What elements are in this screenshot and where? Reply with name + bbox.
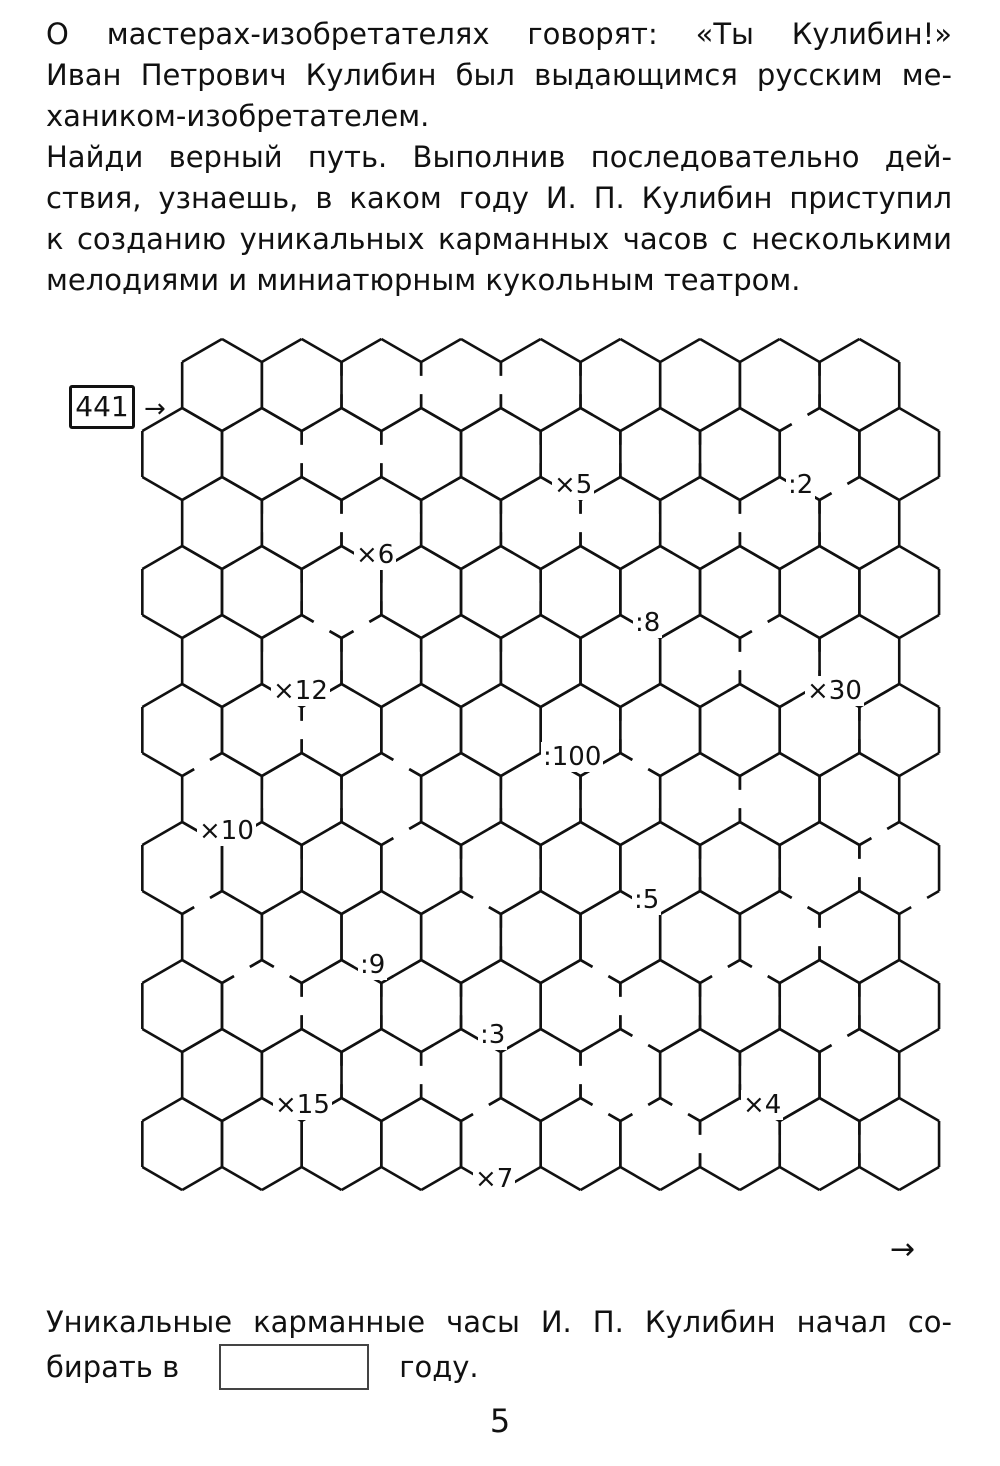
- maze-wall: [859, 891, 899, 914]
- maze-wall: [899, 753, 939, 776]
- maze-wall: [461, 546, 501, 569]
- operation-label: ×7: [475, 1164, 514, 1194]
- maze-wall: [820, 615, 860, 638]
- maze-wall: [342, 1098, 382, 1121]
- answer-text-after: году.: [399, 1350, 479, 1384]
- maze-wall: [740, 477, 780, 500]
- maze-wall: [142, 753, 182, 776]
- maze-wall: [660, 891, 700, 914]
- task-text: [46, 14, 952, 301]
- maze-wall: [501, 891, 541, 914]
- maze-wall: [381, 960, 421, 983]
- maze-wall: [421, 822, 461, 845]
- maze-wall: [780, 891, 820, 914]
- maze-wall: [820, 339, 860, 362]
- maze-wall: [461, 753, 501, 776]
- maze-wall: [262, 822, 302, 845]
- maze-wall: [899, 477, 939, 500]
- instruction-line: Найди верный путь. Выполнив последовательно дей-: [46, 140, 952, 174]
- maze-wall: [381, 1029, 421, 1052]
- maze-wall: [740, 615, 780, 638]
- maze-wall: [421, 960, 461, 983]
- maze-wall: [421, 408, 461, 431]
- maze-wall: [381, 822, 421, 845]
- maze-wall: [780, 339, 820, 362]
- maze-wall: [381, 1167, 421, 1190]
- operation-label: ×10: [199, 816, 254, 846]
- maze-wall: [740, 408, 780, 431]
- maze-wall: [780, 546, 820, 569]
- maze-wall: [899, 615, 939, 638]
- maze-wall: [461, 408, 501, 431]
- answer-sentence: [46, 1300, 952, 1390]
- maze-wall: [302, 615, 342, 638]
- maze-wall: [421, 891, 461, 914]
- maze-wall: [262, 753, 302, 776]
- maze-wall: [541, 339, 581, 362]
- maze-wall: [142, 960, 182, 983]
- maze-wall: [381, 615, 421, 638]
- maze-wall: [700, 546, 740, 569]
- maze-wall: [342, 891, 382, 914]
- maze-wall: [899, 1098, 939, 1121]
- maze-wall: [899, 960, 939, 983]
- maze-wall: [660, 477, 700, 500]
- maze-wall: [421, 684, 461, 707]
- maze-wall: [222, 891, 262, 914]
- maze-wall: [541, 1167, 581, 1190]
- maze-wall: [182, 753, 222, 776]
- maze-wall: [620, 684, 660, 707]
- maze-wall: [222, 1029, 262, 1052]
- instruction-line: ствия, узнаешь, в каком году И. П. Кулибин приступил: [46, 181, 952, 215]
- maze-wall: [700, 960, 740, 983]
- maze-wall: [421, 753, 461, 776]
- maze-wall: [740, 546, 780, 569]
- maze-wall: [182, 546, 222, 569]
- maze-wall: [262, 477, 302, 500]
- operation-label: :9: [360, 950, 386, 980]
- maze-wall: [342, 1029, 382, 1052]
- maze-wall: [581, 891, 621, 914]
- maze-wall: [700, 1167, 740, 1190]
- maze-wall: [461, 960, 501, 983]
- maze-wall: [700, 477, 740, 500]
- maze-wall: [620, 822, 660, 845]
- maze-wall: [501, 477, 541, 500]
- maze-wall: [262, 960, 302, 983]
- maze-wall: [660, 1167, 700, 1190]
- maze-wall: [740, 960, 780, 983]
- maze-wall: [581, 615, 621, 638]
- maze-wall: [740, 339, 780, 362]
- intro-line: хаником-изобретателем.: [46, 99, 430, 133]
- maze-wall: [421, 615, 461, 638]
- maze-wall: [660, 615, 700, 638]
- maze-wall: [262, 891, 302, 914]
- maze-wall: [820, 546, 860, 569]
- maze-wall: [740, 891, 780, 914]
- maze-wall: [461, 615, 501, 638]
- maze-wall: [820, 477, 860, 500]
- maze-wall: [421, 1167, 461, 1190]
- maze-wall: [620, 546, 660, 569]
- maze-wall: [541, 822, 581, 845]
- maze-wall: [740, 1167, 780, 1190]
- maze-wall: [142, 1167, 182, 1190]
- maze-wall: [302, 1167, 342, 1190]
- maze-wall: [620, 1029, 660, 1052]
- maze-wall: [660, 1029, 700, 1052]
- maze-wall: [182, 1029, 222, 1052]
- maze-wall: [262, 408, 302, 431]
- maze-wall: [302, 477, 342, 500]
- maze-wall: [899, 1167, 939, 1190]
- operation-label: :3: [480, 1020, 506, 1050]
- start-arrow-icon: →: [144, 394, 166, 424]
- maze-wall: [820, 1167, 860, 1190]
- maze-wall: [581, 684, 621, 707]
- maze-wall: [222, 1098, 262, 1121]
- maze-wall: [222, 960, 262, 983]
- maze-wall: [859, 684, 899, 707]
- maze-wall: [859, 1029, 899, 1052]
- maze-wall: [660, 408, 700, 431]
- operation-label: :5: [634, 885, 660, 915]
- maze-wall: [660, 1098, 700, 1121]
- maze-wall: [581, 339, 621, 362]
- maze-wall: [222, 477, 262, 500]
- operation-label: :100: [543, 742, 602, 772]
- maze-wall: [342, 339, 382, 362]
- operation-label: ×5: [554, 470, 593, 500]
- maze-wall: [461, 891, 501, 914]
- end-arrow-icon: →: [890, 1232, 916, 1267]
- maze-wall: [302, 408, 342, 431]
- maze-wall: [222, 1167, 262, 1190]
- operation-label: ×4: [743, 1090, 782, 1120]
- maze-wall: [501, 546, 541, 569]
- maze-wall: [501, 753, 541, 776]
- maze-wall: [740, 684, 780, 707]
- maze-wall: [859, 822, 899, 845]
- maze-wall: [222, 339, 262, 362]
- maze-wall: [820, 408, 860, 431]
- maze-wall: [541, 408, 581, 431]
- operation-label: ×6: [356, 540, 395, 570]
- maze-wall: [262, 1167, 302, 1190]
- maze-wall: [660, 753, 700, 776]
- maze-wall: [581, 546, 621, 569]
- page-number: 5: [489, 1402, 511, 1440]
- maze-wall: [501, 822, 541, 845]
- maze-wall: [859, 546, 899, 569]
- maze-wall: [820, 1029, 860, 1052]
- maze-wall: [302, 891, 342, 914]
- maze-wall: [581, 960, 621, 983]
- maze-wall: [859, 1098, 899, 1121]
- maze-wall: [700, 408, 740, 431]
- maze-wall: [182, 615, 222, 638]
- operation-label: ×30: [807, 676, 862, 706]
- maze-wall: [620, 960, 660, 983]
- instruction-line: к созданию уникальных карманных часов с несколькими: [46, 222, 952, 256]
- maze-wall: [740, 822, 780, 845]
- maze-wall: [620, 477, 660, 500]
- maze-wall: [541, 891, 581, 914]
- maze-wall: [182, 1167, 222, 1190]
- maze-wall: [381, 339, 421, 362]
- maze-wall: [342, 1167, 382, 1190]
- maze-wall: [342, 408, 382, 431]
- maze-wall: [381, 477, 421, 500]
- answer-text-before: бирать в: [46, 1350, 180, 1384]
- maze-wall: [381, 684, 421, 707]
- start-number: 441: [69, 385, 135, 429]
- maze-wall: [461, 822, 501, 845]
- maze-wall: [262, 546, 302, 569]
- maze-wall: [342, 615, 382, 638]
- maze-wall: [142, 822, 182, 845]
- maze-wall: [461, 339, 501, 362]
- operation-label: ×15: [275, 1090, 330, 1120]
- maze-wall: [581, 1098, 621, 1121]
- intro-line: О мастерах-изобретателях говорят: «Ты Кулибин!»: [46, 17, 952, 51]
- maze-wall: [859, 753, 899, 776]
- maze-wall: [899, 891, 939, 914]
- maze-wall: [182, 477, 222, 500]
- maze-wall: [541, 546, 581, 569]
- maze-wall: [740, 1029, 780, 1052]
- maze-wall: [780, 1098, 820, 1121]
- maze-wall: [660, 546, 700, 569]
- maze-wall: [541, 960, 581, 983]
- maze-wall: [859, 1167, 899, 1190]
- maze-wall: [899, 684, 939, 707]
- maze-wall: [859, 339, 899, 362]
- operation-label: :8: [635, 608, 661, 638]
- maze-wall: [262, 615, 302, 638]
- maze-wall: [222, 753, 262, 776]
- maze-wall: [899, 546, 939, 569]
- maze-wall: [381, 753, 421, 776]
- maze-wall: [581, 822, 621, 845]
- maze-wall: [182, 408, 222, 431]
- operation-label: :2: [788, 470, 814, 500]
- maze-wall: [182, 339, 222, 362]
- maze-wall: [501, 339, 541, 362]
- maze-wall: [700, 753, 740, 776]
- maze-wall: [820, 1098, 860, 1121]
- maze-wall: [222, 615, 262, 638]
- maze-wall: [620, 753, 660, 776]
- maze-wall: [262, 1029, 302, 1052]
- maze-wall: [620, 1167, 660, 1190]
- maze-wall: [142, 1029, 182, 1052]
- maze-wall: [620, 339, 660, 362]
- maze-wall: [899, 1029, 939, 1052]
- answer-line: Уникальные карманные часы И. П. Кулибин начал со-: [46, 1305, 952, 1339]
- intro-line: Иван Петрович Кулибин был выдающимся русским ме-: [46, 58, 952, 92]
- maze-wall: [381, 1098, 421, 1121]
- maze-wall: [660, 339, 700, 362]
- maze-wall: [660, 960, 700, 983]
- maze-wall: [581, 408, 621, 431]
- maze-wall: [740, 753, 780, 776]
- maze-wall: [381, 891, 421, 914]
- maze-wall: [859, 615, 899, 638]
- answer-input-box[interactable]: [219, 1344, 369, 1390]
- maze-wall: [142, 891, 182, 914]
- maze-wall: [302, 753, 342, 776]
- maze-wall: [541, 1098, 581, 1121]
- maze-wall: [541, 684, 581, 707]
- maze-wall: [182, 891, 222, 914]
- maze-wall: [859, 960, 899, 983]
- maze-wall: [421, 1098, 461, 1121]
- maze-wall: [222, 684, 262, 707]
- instruction-line: мелодиями и миниатюрным кукольным театром.: [46, 263, 801, 297]
- maze-wall: [780, 1167, 820, 1190]
- maze-wall: [859, 477, 899, 500]
- maze-wall: [700, 822, 740, 845]
- maze-wall: [342, 684, 382, 707]
- maze-wall: [620, 1098, 660, 1121]
- maze-wall: [461, 1098, 501, 1121]
- maze-wall: [142, 477, 182, 500]
- maze-wall: [820, 960, 860, 983]
- maze-wall: [700, 1029, 740, 1052]
- maze-wall: [700, 339, 740, 362]
- maze-wall: [780, 1029, 820, 1052]
- maze-wall: [780, 753, 820, 776]
- maze-wall: [899, 822, 939, 845]
- operation-label: ×12: [273, 676, 328, 706]
- maze-wall: [142, 615, 182, 638]
- maze-wall: [899, 408, 939, 431]
- maze-wall: [501, 960, 541, 983]
- maze-wall: [142, 546, 182, 569]
- maze-wall: [421, 339, 461, 362]
- maze-wall: [780, 960, 820, 983]
- maze-wall: [421, 546, 461, 569]
- maze-wall: [262, 339, 302, 362]
- maze-wall: [381, 408, 421, 431]
- maze-wall: [581, 1167, 621, 1190]
- maze-wall: [142, 684, 182, 707]
- maze-wall: [780, 822, 820, 845]
- maze-wall: [501, 1098, 541, 1121]
- maze-wall: [142, 1098, 182, 1121]
- maze-wall: [780, 408, 820, 431]
- maze-wall: [660, 684, 700, 707]
- maze-wall: [302, 339, 342, 362]
- maze-wall: [820, 822, 860, 845]
